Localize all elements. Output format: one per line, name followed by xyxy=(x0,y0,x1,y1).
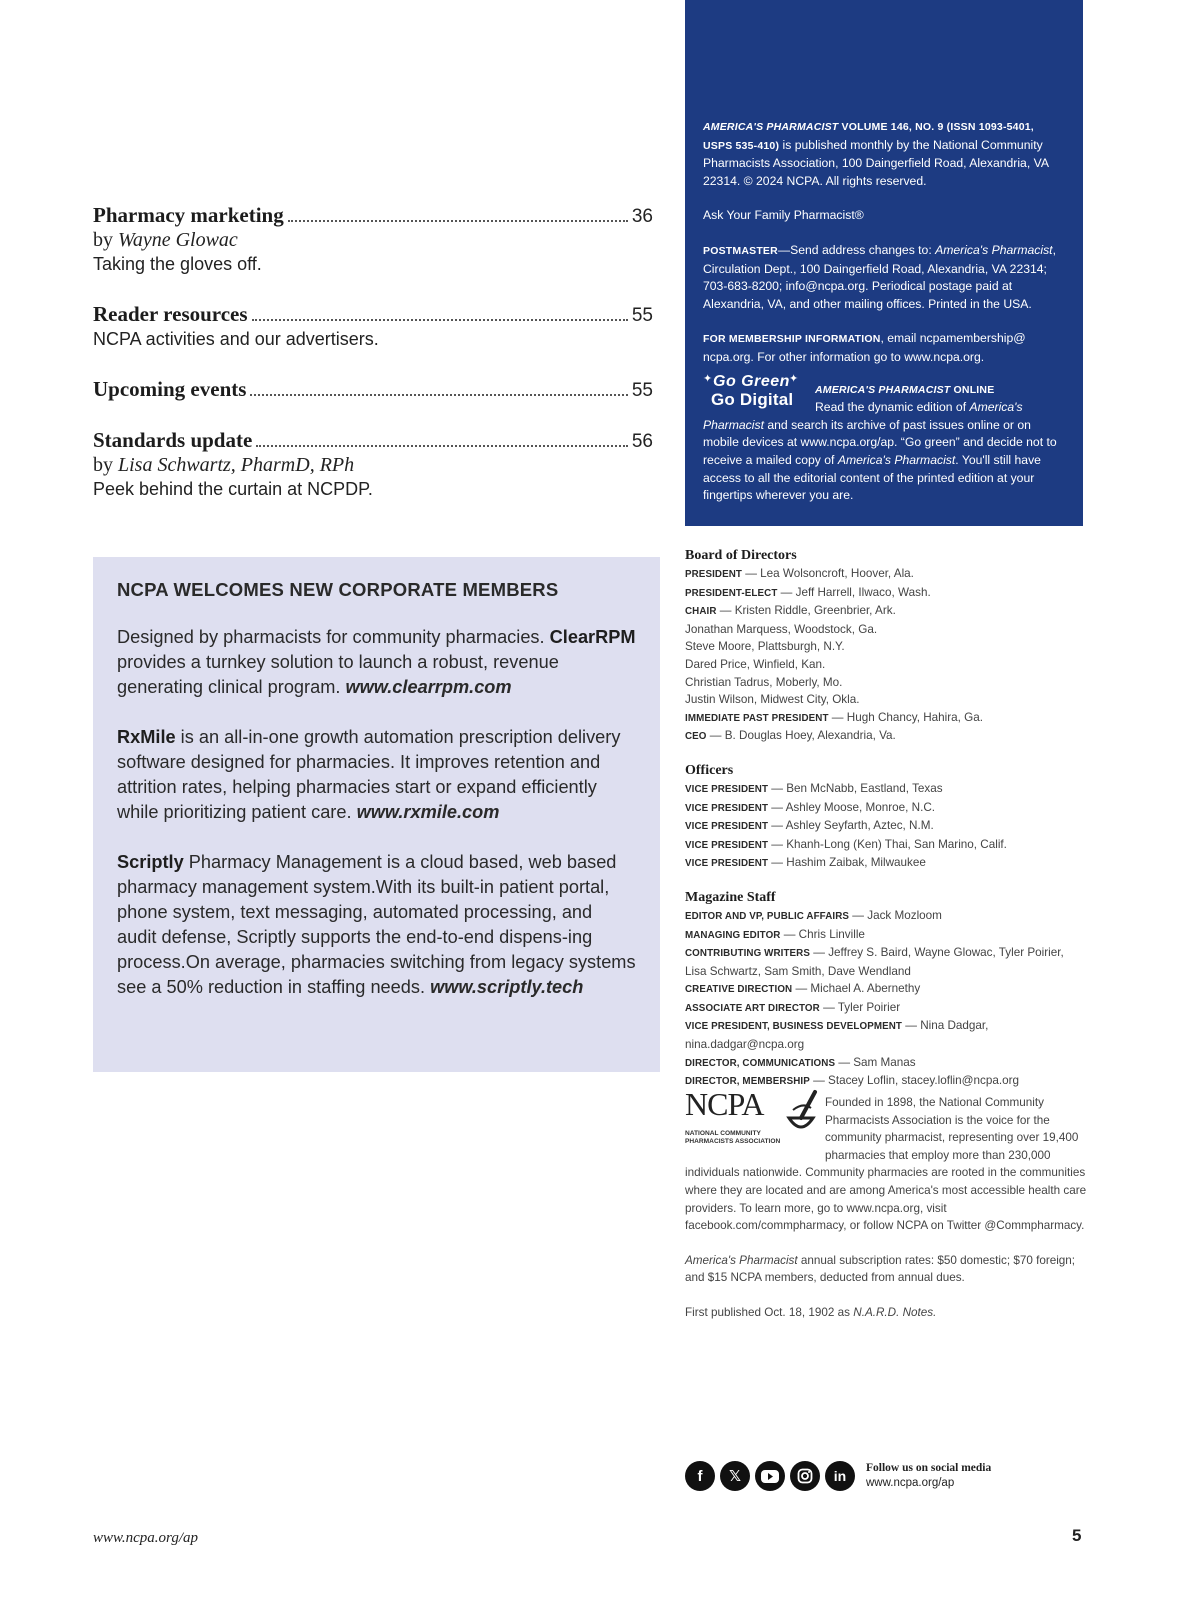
staff-role: CHAIR xyxy=(685,606,717,618)
staff-role: VICE PRESIDENT xyxy=(685,783,769,795)
member-url-link[interactable]: www.rxmile.com xyxy=(356,802,500,822)
toc-byline: by Lisa Schwartz, PharmD, RPh xyxy=(93,454,355,476)
staff-role: PRESIDENT-ELECT xyxy=(685,587,778,599)
toc-entry-reader-resources[interactable] xyxy=(93,302,653,351)
social-title: Follow us on social media xyxy=(866,1462,992,1474)
staff-name: Michael A. Abernethy xyxy=(810,982,921,996)
staff-row xyxy=(685,1036,1095,1054)
staff-row: DIRECTOR, MEMBERSHIP — Stacey Loflin, stacey.loflin@ncpa.org xyxy=(685,1074,1019,1088)
member-clearrpm: Designed by pharmacists for community pharmacies. ClearRPM provides a turnkey solution to launch a robust, revenue generating clinical program. www.clearrpm.com xyxy=(117,627,636,697)
staff-row: ASSOCIATE ART DIRECTOR — Tyler Poirier xyxy=(685,1000,901,1014)
staff-row: CEO — B. Douglas Hoey, Alexandria, Va. xyxy=(685,729,896,743)
member-rxmile: RxMile is an all-in-one growth automation prescription delivery software designed for pharmacies. It improves retention and attrition rates, helping pharmacies start or expand efficiently while prioritizing patient care. www.rxmile.com xyxy=(117,727,621,822)
staff-row xyxy=(685,674,1095,692)
staff-name: Nina Dadgar, xyxy=(920,1019,989,1033)
youtube-icon[interactable] xyxy=(755,1461,785,1491)
staff-name: nina.dadgar@ncpa.org xyxy=(685,1038,805,1052)
staff-row: MANAGING EDITOR — Chris Linville xyxy=(685,927,865,941)
footer-url[interactable]: www.ncpa.org/ap xyxy=(93,1530,199,1546)
staff-role: MANAGING EDITOR xyxy=(685,929,781,941)
staff-row: VICE PRESIDENT — Ashley Moose, Monroe, N.C. xyxy=(685,800,936,814)
staff-row: CONTRIBUTING WRITERS — Jeffrey S. Baird, Wayne Glowac, Tyler Poirier, xyxy=(685,946,1064,960)
table-of-contents xyxy=(93,203,653,527)
staff-name: Ashley Moose, Monroe, N.C. xyxy=(785,800,936,814)
publication-info: AMERICA'S PHARMACIST VOLUME 146, NO. 9 (ISSN 1093-5401, USPS 535-410) is published monthly by the National Community Pharmacists Association, 100 Daingerfield Road, Alexandria, VA 22314. © 2024 NCPA. All rights reserved. xyxy=(703,121,1049,188)
staff-name: Christian Tadrus, Moberly, Mo. xyxy=(685,675,843,689)
section-heading: Magazine Staff xyxy=(685,889,776,905)
staff-row: CHAIR — Kristen Riddle, Greenbrier, Ark. xyxy=(685,604,896,618)
staff-name: Kristen Riddle, Greenbrier, Ark. xyxy=(734,604,896,618)
staff-name: Steve Moore, Plattsburgh, N.Y. xyxy=(685,640,845,654)
staff-row: DIRECTOR, COMMUNICATIONS — Sam Manas xyxy=(685,1055,916,1069)
about-text: Founded in 1898, the National Community Pharmacists Association is the voice for the community pharmacist, representing over 19,400 pharmacies that employ more than 230,000 individuals nationwide. Community pharmacies are rooted in the communities where they are located and are among America's most accessible health care providers. To learn more, go to www.ncpa.org, visit facebook.com/commpharmacy, or follow NCPA on Twitter @Commpharmacy. xyxy=(685,1096,1087,1233)
staff-row: PRESIDENT — Lea Wolsoncroft, Hoover, Ala. xyxy=(685,567,914,580)
toc-description: Peek behind the curtain at NCPDP. xyxy=(93,479,373,499)
staff-name: Jonathan Marquess, Woodstock, Ga. xyxy=(685,622,878,636)
toc-leader-dots xyxy=(250,394,627,396)
section-heading: Board of Directors xyxy=(685,548,797,563)
member-name: ClearRPM xyxy=(549,627,636,647)
about-ncpa xyxy=(685,1086,1090,1339)
staff-row: VICE PRESIDENT — Ben McNabb, Eastland, Texas xyxy=(685,781,943,795)
toc-author: Lisa Schwartz, PharmD, RPh xyxy=(118,454,355,476)
staff-role: EDITOR AND VP, PUBLIC AFFAIRS xyxy=(685,910,850,922)
social-url[interactable]: www.ncpa.org/ap xyxy=(866,1477,955,1489)
toc-title: Reader resources xyxy=(93,302,248,326)
staff-role: DIRECTOR, COMMUNICATIONS xyxy=(685,1057,836,1069)
staff-name: Ben McNabb, Eastland, Texas xyxy=(786,781,943,795)
x-icon[interactable]: 𝕏 xyxy=(720,1461,750,1491)
officers xyxy=(685,762,1095,873)
staff-name: Ashley Seyfarth, Aztec, N.M. xyxy=(785,819,934,833)
staff-role: VICE PRESIDENT xyxy=(685,858,769,870)
staff-name: Stacey Loflin, stacey.loflin@ncpa.org xyxy=(828,1074,1019,1088)
staff-row: CREATIVE DIRECTION — Michael A. Abernethy xyxy=(685,982,921,996)
board-of-directors xyxy=(685,547,1095,746)
toc-leader-dots xyxy=(288,220,628,222)
membership-info: FOR MEMBERSHIP INFORMATION, email ncpamembership@ ncpa.org. For other information go to www.ncpa.org. xyxy=(703,331,1026,364)
staff-role: VICE PRESIDENT, BUSINESS DEVELOPMENT xyxy=(685,1021,902,1033)
staff-name: Lea Wolsoncroft, Hoover, Ala. xyxy=(760,567,914,580)
tagline: Ask Your Family Pharmacist® xyxy=(703,208,864,223)
online-edition-info: ✦ ✦ Go Green Go Digital AMERICA'S PHARMACIST ONLINE Read the dynamic edition of America's Pharmacist and search its archive of past issues online or on mobile devices at www.ncpa.org/ap. “Go green” and decide not to receive a mailed copy of America's Pharmacist. You'll still have access to all the editorial content of the printed edition at your fingertips wherever you are. xyxy=(703,372,1057,503)
staff-role: PRESIDENT xyxy=(685,569,742,580)
toc-leader-dots xyxy=(252,319,628,321)
staff-role: CREATIVE DIRECTION xyxy=(685,984,793,996)
member-scriptly: Scriptly Pharmacy Management is a cloud based, web based pharmacy management system.With its built-in patient portal, phone system, text messaging, automated processing, and audit defense, Scriptly supports the end-to-end dispens-ing process.On average, pharmacies switching from legacy systems see a 50% reduction in staffing needs. www.scriptly.tech xyxy=(117,852,636,997)
toc-title: Standards update xyxy=(93,428,253,452)
toc-page-number: 55 xyxy=(631,380,653,401)
staff-row: EDITOR AND VP, PUBLIC AFFAIRS — Jack Mozloom xyxy=(685,908,942,922)
section-heading: Officers xyxy=(685,762,734,778)
staff-row xyxy=(685,621,1095,639)
staff-name: Lisa Schwartz, Sam Smith, Dave Wendland xyxy=(685,964,911,978)
staff-name: Jack Mozloom xyxy=(867,908,942,922)
staff-row: VICE PRESIDENT, BUSINESS DEVELOPMENT — Nina Dadgar, xyxy=(685,1019,989,1033)
staff-role: CEO xyxy=(685,731,707,743)
staff-row: VICE PRESIDENT — Khanh-Long (Ken) Thai, San Marino, Calif. xyxy=(685,837,1007,851)
member-url-link[interactable]: www.clearrpm.com xyxy=(345,677,512,697)
instagram-icon[interactable] xyxy=(790,1461,820,1491)
toc-entry-upcoming-events[interactable] xyxy=(93,377,653,402)
masthead-panel xyxy=(685,0,1083,526)
subscription-rates: America's Pharmacist annual subscription rates: $50 domestic; $70 foreign; and $15 NCPA members, deducted from annual dues. xyxy=(685,1253,1076,1285)
staff-listing xyxy=(685,547,1095,1107)
magazine-staff xyxy=(685,889,1095,1091)
staff-row xyxy=(685,638,1095,656)
toc-title: Pharmacy marketing xyxy=(93,203,284,227)
staff-name: Justin Wilson, Midwest City, Okla. xyxy=(685,693,860,707)
staff-row xyxy=(685,656,1095,674)
staff-role: IMMEDIATE PAST PRESIDENT xyxy=(685,712,829,724)
toc-page-number: 56 xyxy=(631,431,653,452)
member-name: RxMile xyxy=(117,727,176,747)
staff-name: Jeffrey S. Baird, Wayne Glowac, Tyler Poirier, xyxy=(828,946,1064,960)
postmaster-info: POSTMASTER—Send address changes to: America's Pharmacist, Circulation Dept., 100 Daingerfield Road, Alexandria, VA 22314; 703-683-8200; info@ncpa.org. Periodical postage paid at Alexandria, VA, and other mailing offices. Printed in the USA. xyxy=(703,242,1056,311)
staff-name: Chris Linville xyxy=(798,927,865,941)
members-heading: NCPA WELCOMES NEW CORPORATE MEMBERS xyxy=(117,579,559,600)
staff-role: VICE PRESIDENT xyxy=(685,802,769,814)
toc-byline: by Wayne Glowac xyxy=(93,229,238,251)
staff-name: Jeff Harrell, Ilwaco, Wash. xyxy=(795,585,931,599)
staff-row: IMMEDIATE PAST PRESIDENT — Hugh Chancy, Hahira, Ga. xyxy=(685,710,983,724)
toc-entry-standards-update[interactable] xyxy=(93,428,653,501)
page-number: 5 xyxy=(1072,1526,1082,1545)
social-media-bar xyxy=(685,1461,991,1491)
staff-name: Dared Price, Winfield, Kan. xyxy=(685,657,826,671)
toc-leader-dots xyxy=(256,445,628,447)
social-text xyxy=(866,1461,991,1491)
toc-description: Taking the gloves off. xyxy=(93,254,262,274)
facebook-icon[interactable]: f xyxy=(685,1461,715,1491)
staff-role: DIRECTOR, MEMBERSHIP xyxy=(685,1076,810,1088)
linkedin-icon[interactable]: in xyxy=(825,1461,855,1491)
staff-role: ASSOCIATE ART DIRECTOR xyxy=(685,1002,820,1014)
member-url-link[interactable]: www.scriptly.tech xyxy=(430,977,584,997)
staff-name: Khanh-Long (Ken) Thai, San Marino, Calif. xyxy=(786,837,1007,851)
staff-row xyxy=(685,691,1095,709)
toc-page-number: 55 xyxy=(631,305,653,326)
staff-name: Sam Manas xyxy=(853,1055,916,1069)
staff-name: Hugh Chancy, Hahira, Ga. xyxy=(846,710,983,724)
toc-title: Upcoming events xyxy=(93,377,247,401)
staff-row: PRESIDENT-ELECT — Jeff Harrell, Ilwaco, Wash. xyxy=(685,585,931,599)
ncpa-logo: NCPA NATIONAL COMMUNITY PHARMACISTS ASSOCIATION xyxy=(685,1094,819,1152)
staff-row xyxy=(685,963,1095,981)
staff-row: VICE PRESIDENT — Ashley Seyfarth, Aztec, N.M. xyxy=(685,819,934,833)
toc-description: NCPA activities and our advertisers. xyxy=(93,329,379,349)
go-green-go-digital-logo: ✦ ✦ Go Green Go Digital xyxy=(703,375,807,411)
staff-role: VICE PRESIDENT xyxy=(685,839,769,851)
toc-author: Wayne Glowac xyxy=(118,229,238,251)
staff-role: CONTRIBUTING WRITERS xyxy=(685,948,810,960)
staff-name: B. Douglas Hoey, Alexandria, Va. xyxy=(724,729,896,743)
staff-name: Tyler Poirier xyxy=(837,1000,901,1014)
corporate-members-box xyxy=(93,557,660,1072)
staff-row: VICE PRESIDENT — Hashim Zaibak, Milwaukee xyxy=(685,856,926,870)
toc-page-number: 36 xyxy=(631,206,653,227)
staff-name: Hashim Zaibak, Milwaukee xyxy=(786,856,926,870)
member-name: Scriptly xyxy=(117,852,184,872)
toc-entry-pharmacy-marketing[interactable] xyxy=(93,203,653,276)
first-published: First published Oct. 18, 1902 as N.A.R.D. Notes. xyxy=(685,1305,937,1319)
staff-role: VICE PRESIDENT xyxy=(685,821,769,833)
